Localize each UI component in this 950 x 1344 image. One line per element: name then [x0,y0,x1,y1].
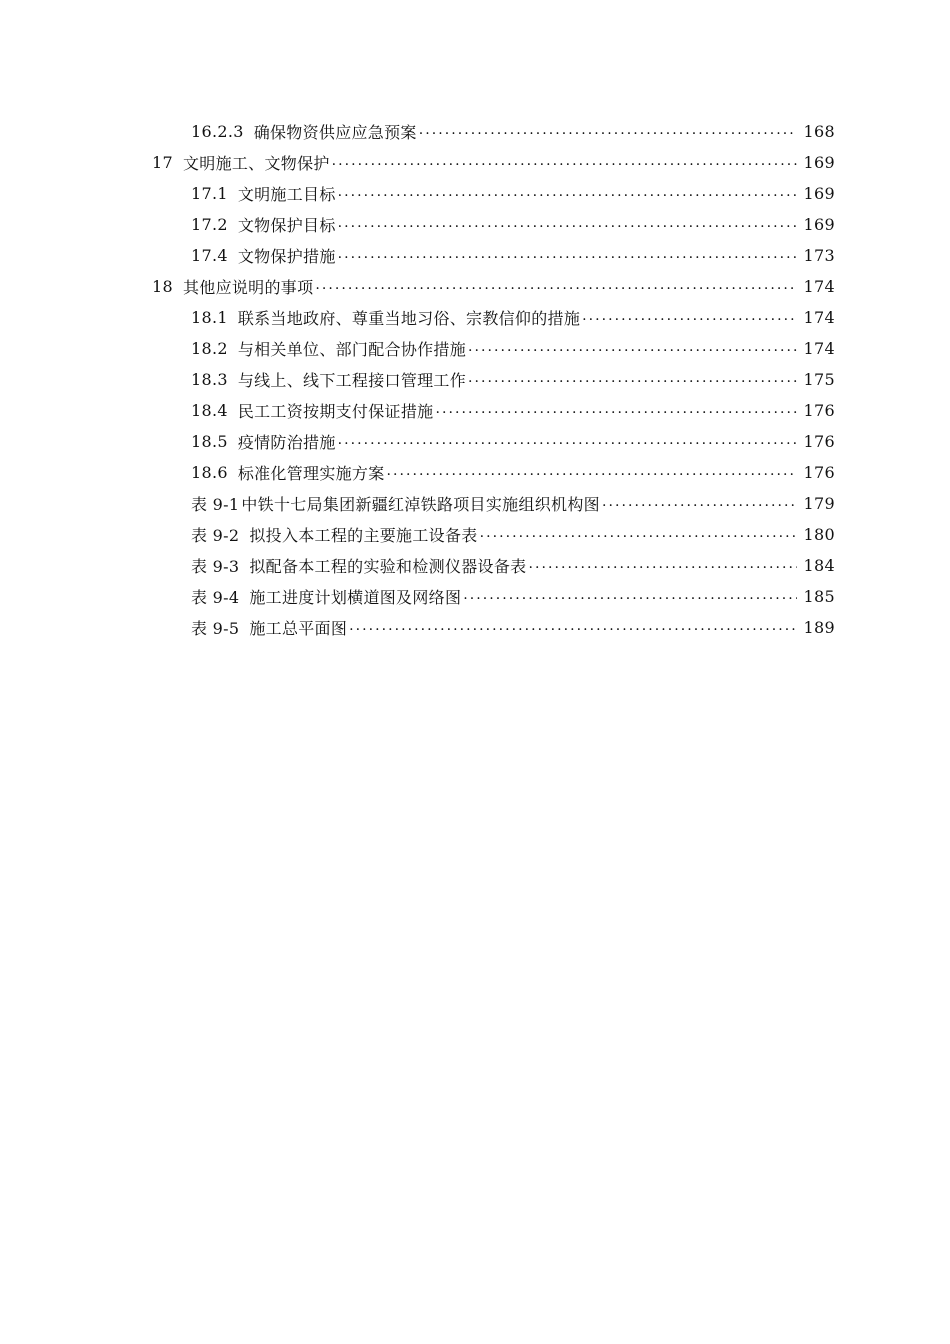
toc-entry-17-2[interactable] [0,209,950,240]
toc-page-number: 176 [803,401,835,420]
toc-entry-title: 与相关单位、部门配合协作措施 [237,340,467,359]
toc-entry-number: 17 [152,153,173,172]
toc-entry-number: 表 9-1 [191,495,240,514]
toc-entry-title: 其他应说明的事项 [182,278,314,297]
toc-entry-table-9-1[interactable] [0,488,950,519]
toc-entry-18[interactable] [0,271,950,302]
toc-entry-18-4[interactable] [0,395,950,426]
toc-entry-number: 17.2 [191,215,228,234]
toc-entry-title: 拟配备本工程的实验和检测仪器设备表 [249,557,527,576]
dot-leader [602,494,797,514]
toc-entry-table-9-2[interactable] [0,519,950,550]
toc-entry-number: 17.4 [191,246,228,265]
dot-leader [338,215,797,235]
toc-entry-title: 中铁十七局集团新疆红淖铁路项目实施组织机构图 [241,495,600,514]
dot-leader [582,308,797,328]
toc-entry-18-2[interactable] [0,333,950,364]
toc-entry-number: 18.2 [191,339,228,358]
toc-entry-17-1[interactable] [0,178,950,209]
toc-entry-title: 确保物资供应应急预案 [253,123,417,142]
dot-leader [463,587,797,607]
toc-page-number: 189 [803,618,835,637]
toc-entry-title: 文明施工、文物保护 [182,154,330,173]
toc-page-number: 169 [803,153,835,172]
toc-page-number: 173 [803,246,835,265]
toc-page-number: 169 [803,215,835,234]
toc-entry-number: 18.6 [191,463,228,482]
toc-entry-title: 拟投入本工程的主要施工设备表 [249,526,478,545]
toc-page-number: 180 [803,525,835,544]
toc-entry-number: 17.1 [191,184,228,203]
toc-entry-number: 18.3 [191,370,228,389]
dot-leader [419,122,797,142]
toc-entry-table-9-3[interactable] [0,550,950,581]
toc-page-number: 174 [803,277,835,296]
toc-entry-number: 16.2.3 [191,122,244,141]
toc-entry-number: 表 9-5 [191,619,240,638]
dot-leader [338,432,797,452]
toc-entry-table-9-4[interactable] [0,581,950,612]
dot-leader [338,184,797,204]
toc-entry-number: 表 9-3 [191,557,240,576]
toc-entry-title: 民工工资按期支付保证措施 [237,402,434,421]
toc-entry-number: 18.1 [191,308,228,327]
toc-page-number: 176 [803,463,835,482]
toc-page-number: 169 [803,184,835,203]
toc-entry-title: 文物保护措施 [237,247,336,266]
toc-entry-title: 疫情防治措施 [237,433,336,452]
table-of-contents [0,116,950,643]
toc-entry-number: 表 9-2 [191,526,240,545]
toc-page-number: 185 [803,587,835,606]
toc-entry-16-2-3[interactable] [0,116,950,147]
toc-entry-title: 标准化管理实施方案 [237,464,385,483]
toc-page-number: 174 [803,308,835,327]
dot-leader [338,246,797,266]
toc-entry-number: 表 9-4 [191,588,240,607]
toc-entry-title: 施工进度计划横道图及网络图 [249,588,462,607]
toc-entry-title: 与线上、线下工程接口管理工作 [237,371,467,390]
toc-page-number: 174 [803,339,835,358]
dot-leader [435,401,797,421]
toc-entry-17[interactable] [0,147,950,178]
dot-leader [480,525,797,545]
toc-entry-18-6[interactable] [0,457,950,488]
dot-leader [387,463,797,483]
dot-leader [528,556,797,576]
toc-entry-17-4[interactable] [0,240,950,271]
dot-leader [468,339,797,359]
toc-page-number: 176 [803,432,835,451]
toc-page-number: 175 [803,370,835,389]
dot-leader [315,277,797,297]
dot-leader [468,370,797,390]
toc-entry-18-5[interactable] [0,426,950,457]
toc-entry-18-1[interactable] [0,302,950,333]
toc-entry-title: 联系当地政府、尊重当地习俗、宗教信仰的措施 [237,309,581,328]
toc-entry-title: 施工总平面图 [249,619,348,638]
toc-page-number: 179 [803,494,835,513]
toc-entry-number: 18.5 [191,432,228,451]
toc-entry-18-3[interactable] [0,364,950,395]
toc-entry-number: 18 [152,277,173,296]
toc-page-number: 168 [803,122,835,141]
toc-page-number: 184 [803,556,835,575]
toc-entry-table-9-5[interactable] [0,612,950,643]
toc-entry-number: 18.4 [191,401,228,420]
dot-leader [332,153,797,173]
dot-leader [349,618,797,638]
toc-entry-title: 文明施工目标 [237,185,336,204]
toc-entry-title: 文物保护目标 [237,216,336,235]
